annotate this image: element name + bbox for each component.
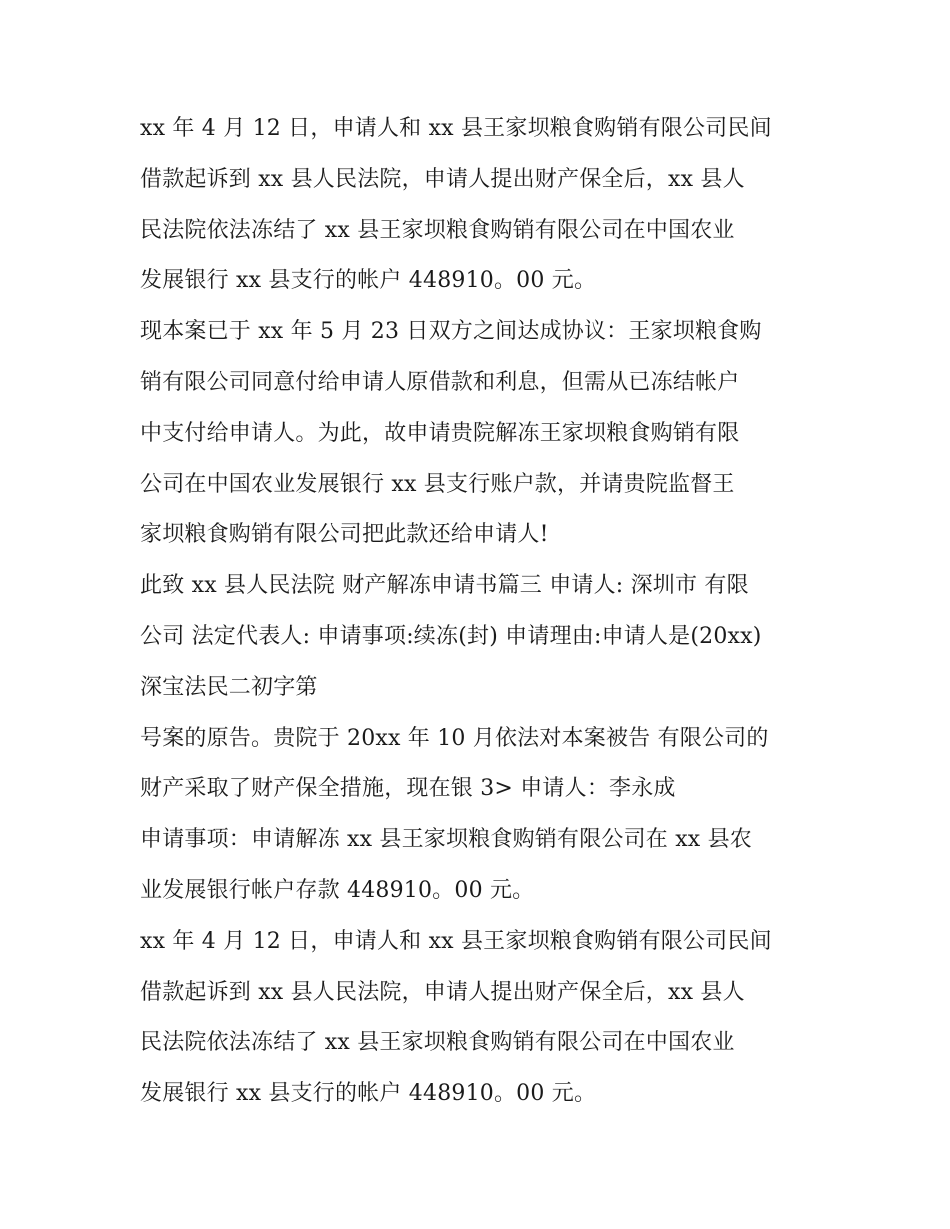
text-line: 此致 xx 县人民法院 财产解冻申请书篇三 申请人: 深圳市 有限 (140, 573, 749, 599)
text-line: 发展银行 xx 县支行的帐户 448910。00 元。 (140, 1081, 597, 1107)
text-line: 公司在中国农业发展银行 xx 县支行账户款，并请贵院监督王 (140, 471, 735, 497)
text-line: 家坝粮食购销有限公司把此款还给申请人! (140, 522, 549, 548)
text-line: xx 年 4 月 12 日，申请人和 xx 县王家坝粮食购销有限公司民间 (140, 116, 772, 141)
text-line: 财产采取了财产保全措施，现在银 3> 申请人：李永成 (140, 776, 676, 802)
text-line: 现本案已于 xx 年 5 月 23 日双方之间达成协议：王家坝粮食购 (140, 319, 762, 345)
text-line: 号案的原告。贵院于 20xx 年 10 月依法对本案被告 有限公司的 (140, 725, 769, 751)
text-line: 借款起诉到 xx 县人民法院，申请人提出财产保全后，xx 县人 (140, 979, 745, 1005)
text-line: 申请事项：申请解冻 xx 县王家坝粮食购销有限公司在 xx 县农 (140, 827, 753, 853)
document-body (140, 104, 830, 1120)
text-line: 深宝法民二初字第 (140, 674, 318, 700)
text-line: 公司 法定代表人: 申请事项:续冻(封) 申请理由:申请人是(20xx) (140, 623, 762, 649)
text-line: 民法院依法冻结了 xx 县王家坝粮食购销有限公司在中国农业 (140, 1030, 735, 1056)
text-line: 民法院依法冻结了 xx 县王家坝粮食购销有限公司在中国农业 (140, 217, 735, 243)
text-line: 中支付给申请人。为此，故申请贵院解冻王家坝粮食购销有限 (140, 420, 740, 446)
text-line: 销有限公司同意付给申请人原借款和利息，但需从已冻结帐户 (140, 369, 740, 395)
text-line: 发展银行 xx 县支行的帐户 448910。00 元。 (140, 268, 597, 294)
text-line: 业发展银行帐户存款 448910。00 元。 (140, 877, 535, 903)
text-line: xx 年 4 月 12 日，申请人和 xx 县王家坝粮食购销有限公司民间 (140, 928, 772, 954)
text-line: 借款起诉到 xx 县人民法院，申请人提出财产保全后，xx 县人 (140, 166, 745, 192)
